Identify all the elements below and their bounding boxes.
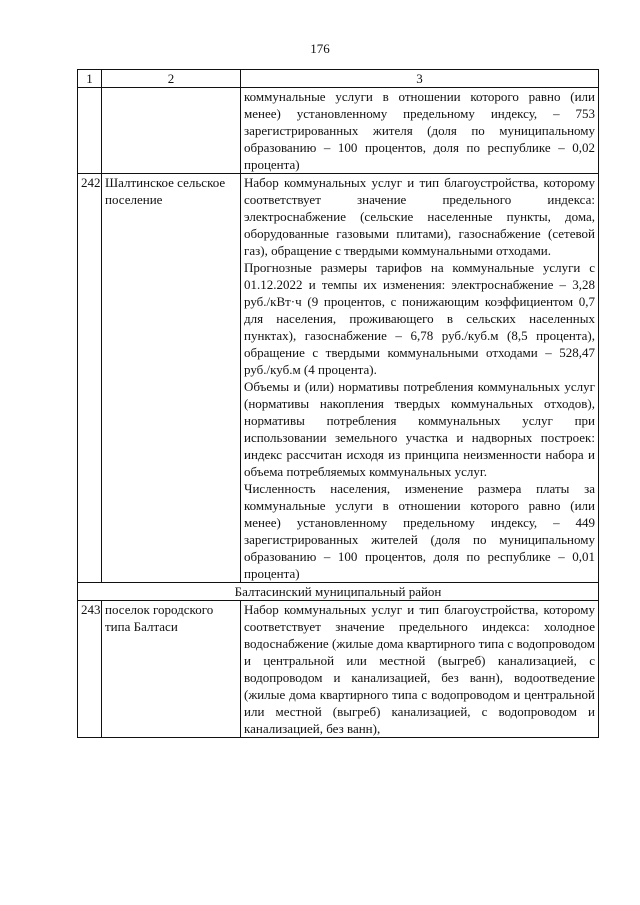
district-heading: Балтасинский муниципальный район — [78, 583, 599, 601]
settlement-name: поселок городского типа Балтаси — [102, 601, 241, 738]
row-number: 243 — [78, 601, 102, 738]
continuation-text — [241, 88, 599, 174]
volumes-paragraph: Объемы и (или) нормативы потребления коммунальных услуг (нормативы накопления твердых коммунальных отходов), нормативы потребления коммунальных услуг при использовании земельного участка и надворных построек: индекс рассчитан исходя из принципа неизменности набора и объема потребляемых коммунальных услуг. — [244, 379, 595, 479]
continuation-paragraph: коммунальные услуги в отношении которого равно (или менее) установленному предельному индексу, – 753 зарегистрированных жителя (доля по муниципальному образованию – 100 процентов, доля по республике – 0,02 процента) — [244, 89, 595, 172]
table-row-243 — [78, 601, 599, 738]
section-row — [78, 583, 599, 601]
row-description — [241, 174, 599, 583]
continuation-row — [78, 88, 599, 174]
population-paragraph: Численность населения, изменение размера платы за коммунальные услуги в отношении которого равно (или менее) установленному предельному индексу, – 449 зарегистрированных жителей (доля по муниципальному образованию – 100 процентов, доля по республике – 0,01 процента) — [244, 481, 595, 581]
tariff-table — [77, 69, 599, 738]
table-row-242 — [78, 174, 599, 583]
row-number: 242 — [78, 174, 102, 583]
services-paragraph: Набор коммунальных услуг и тип благоустройства, которому соответствует значение предельного индекса: холодное водоснабжение (жилые дома квартирного типа с водопроводом и центральной или местной (выгреб) канализацией, с водопроводом и канализацией, без ванн), водоотведение (жилые дома квартирного типа с водопроводом и центральной или местной (выгреб) канализацией, с водопроводом и канализацией, без ванн), — [244, 602, 595, 736]
row-description — [241, 601, 599, 738]
header-col-3: 3 — [241, 70, 599, 88]
continuation-name-cell — [102, 88, 241, 174]
header-col-1: 1 — [78, 70, 102, 88]
settlement-name: Шалтинское сельское поселение — [102, 174, 241, 583]
continuation-number-cell — [78, 88, 102, 174]
page-number: 176 — [310, 41, 330, 56]
tariffs-paragraph: Прогнозные размеры тарифов на коммунальные услуги с 01.12.2022 и темпы их изменения: электроснабжение – 3,28 руб./кВт·ч (9 процентов, с понижающим коэффициентом 0,7 для населения, проживающего в сельских населенных пунктах), газоснабжение – 6,78 руб./куб.м (8,5 процента), обращение с твердыми коммунальными отходами – 528,47 руб./куб.м (4 процента). — [244, 260, 595, 377]
header-col-2: 2 — [102, 70, 241, 88]
header-row — [78, 70, 599, 88]
services-paragraph: Набор коммунальных услуг и тип благоустройства, которому соответствует значение предельного индекса: электроснабжение (сельские населенные пункты, дома, оборудованные газовыми плитами), газоснабжение (сетевой газ), обращение с твердыми коммунальными отходами. — [244, 175, 595, 258]
